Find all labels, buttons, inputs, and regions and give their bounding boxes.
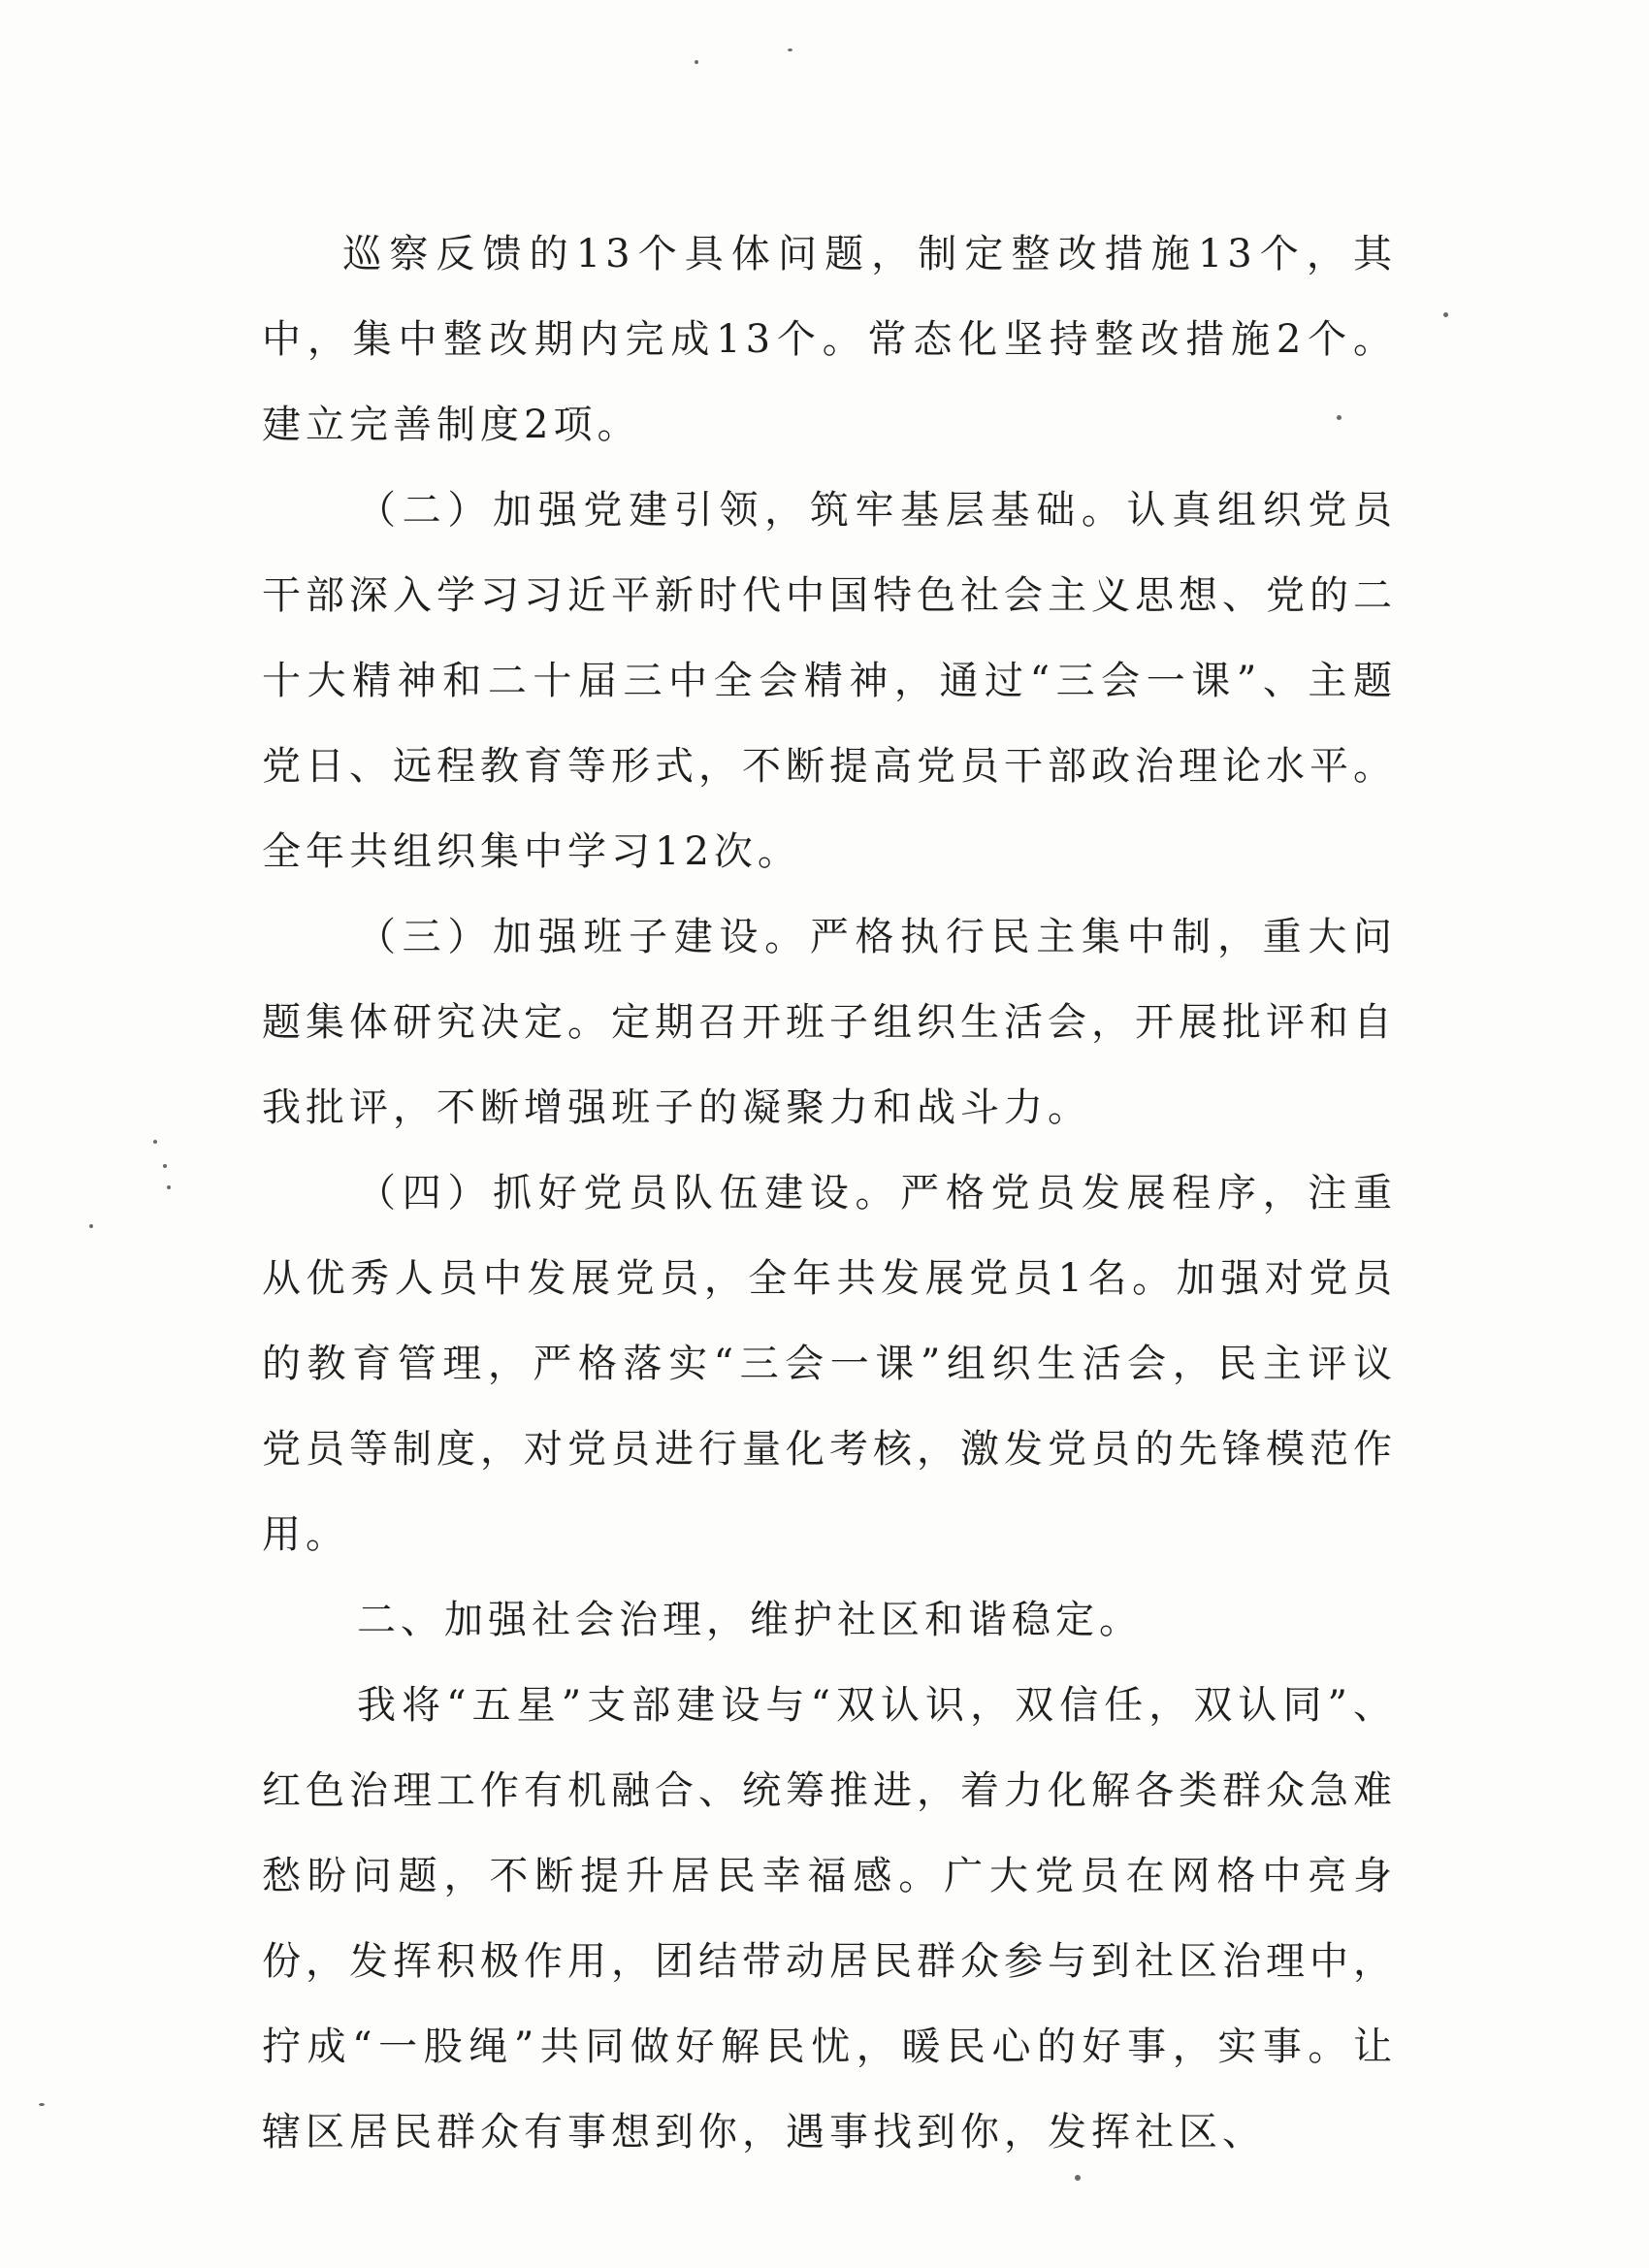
scan-speck: [153, 1140, 157, 1144]
scan-speck: [39, 2103, 45, 2106]
document-body: [262, 211, 1397, 2175]
scan-speck: [163, 1164, 167, 1168]
scan-speck: [788, 49, 792, 51]
scan-speck: [167, 1185, 171, 1189]
paragraph-party-building: （二）加强党建引领，筑牢基层基础。认真组织党员干部深入学习习近平新时代中国特色社会主义思想、党的二十大精神和二十届三中全会精神，通过“三会一课”、主题党日、远程教育等形式，不断提高党员干部政治理论水平。全年共组织集中学习12次。: [262, 488, 1397, 874]
scan-speck: [89, 1224, 93, 1228]
paragraph-social-governance: 我将“五星”支部建设与“双认识，双信任，双认同”、红色治理工作有机融合、统筹推进，着力化解各类群众急难愁盼问题，不断提升居民幸福感。广大党员在网格中亮身份，发挥积极作用，团结带动居民群众参与到社区治理中，拧成“一股绳”共同做好解民忧，暖民心的好事，实事。让辖区居民群众有事想到你，遇事找到你，发挥社区、: [262, 1683, 1397, 2155]
paragraph-inspection-feedback: 巡察反馈的13个具体问题，制定整改措施13个，其中，集中整改期内完成13个。常态化坚持整改措施2个。建立完善制度2项。: [262, 232, 1397, 447]
section-heading-social-governance: 二、加强社会治理，维护社区和谐稳定。: [357, 1598, 1143, 1642]
paragraph-team-building: （三）加强班子建设。严格执行民主集中制，重大问题集体研究决定。定期召开班子组织生活会，开展批评和自我批评，不断增强班子的凝聚力和战斗力。: [262, 915, 1397, 1130]
scan-speck: [1075, 2175, 1081, 2181]
scan-speck: [1443, 312, 1448, 317]
paragraph-member-building: （四）抓好党员队伍建设。严格党员发展程序，注重从优秀人员中发展党员，全年共发展党员1名。加强对党员的教育管理，严格落实“三会一课”组织生活会，民主评议党员等制度，对党员进行量化考核，激发党员的先锋模范作用。: [262, 1171, 1397, 1557]
scan-speck: [695, 60, 698, 64]
